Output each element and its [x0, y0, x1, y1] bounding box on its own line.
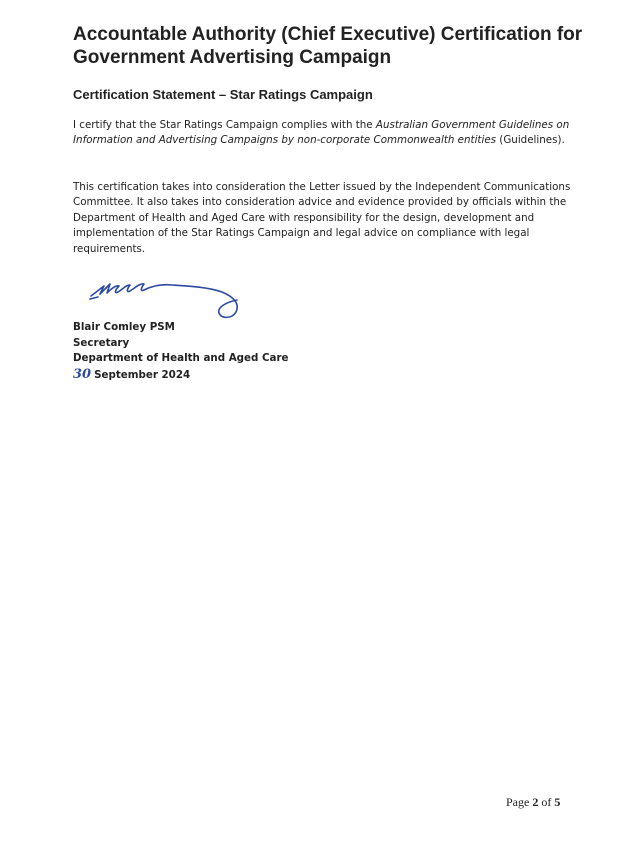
signatory-department: Department of Health and Aged Care	[73, 352, 289, 365]
handwritten-day: 30	[73, 366, 92, 382]
signatory-name: Blair Comley PSM	[73, 321, 175, 333]
date-month-year: September 2024	[94, 368, 191, 381]
guidelines-title: Australian Government Guidelines on Information and Advertising Campaigns by non-corporate Commonwealth entities	[73, 119, 570, 147]
consideration-paragraph: This certification takes into consideration the Letter issued by the Independent Communications Committee. It also takes into consideration advice and evidence provided by officials within the Department of Health and Aged Care with responsibility for the design, development and implementation of the Star Ratings Campaign and legal advice on compliance with legal requirements.	[73, 181, 571, 255]
signatory-position: Secretary	[73, 336, 130, 349]
certification-heading: Certification Statement – Star Ratings Campaign	[73, 87, 373, 102]
page-number-footer	[506, 795, 560, 810]
certification-paragraph	[73, 118, 573, 149]
signature-date	[73, 367, 289, 384]
page-title: Accountable Authority (Chief Executive) Certification for Government Advertising Campaign	[73, 24, 583, 68]
paragraph-text-end: (Guidelines).	[496, 134, 565, 147]
page-label: Page	[506, 795, 530, 809]
total-pages: 5	[554, 795, 561, 809]
of-label: of	[541, 795, 552, 809]
signature-block	[73, 320, 289, 383]
paragraph-text: I certify that the Star Ratings Campaign complies with the	[73, 119, 376, 131]
current-page: 2	[532, 795, 539, 809]
handwritten-signature	[88, 272, 253, 324]
